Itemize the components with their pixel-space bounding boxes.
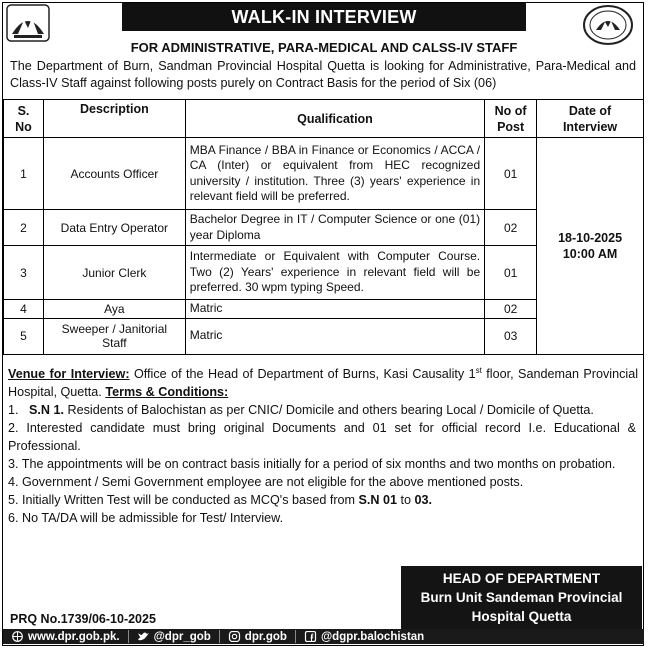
intro-paragraph: The Department of Burn, Sandman Provincial Hospital Quetta is looking for Administrative, Para-Medical and Class-IV Staff against following posts purely on Contract Basis for the period of Six (06) <box>10 59 636 90</box>
twitter-handle[interactable]: @dpr_gob <box>153 630 211 643</box>
instagram-icon <box>228 631 241 642</box>
row-qualification: Matric <box>185 300 484 319</box>
row-sno: 3 <box>4 246 44 300</box>
row-posts: 02 <box>485 300 537 319</box>
signature-hospital: Hospital Quetta <box>471 609 572 624</box>
row-description: Data Entry Operator <box>43 210 185 246</box>
term-number: 1. <box>8 403 19 417</box>
page-title: WALK-IN INTERVIEW <box>122 3 526 31</box>
term-text: to <box>397 493 415 507</box>
subtitle: FOR ADMINISTRATIVE, PARA-MEDICAL AND CALSS-IV STAFF <box>130 40 518 55</box>
footer-facebook[interactable] <box>296 630 432 643</box>
venue-sup: st <box>475 366 482 375</box>
row-description: Sweeper / Janitorial Staff <box>43 318 185 354</box>
table-header-row <box>4 100 644 138</box>
header-posts: No of Post <box>485 100 537 138</box>
row-qualification: MBA Finance / BBA in Finance or Economics / ACCA / CA (Inter) or equivalent from HEC recognized university / institution. Three (3) years' experience in relevant field will be preferred. <box>185 138 484 210</box>
term-text: 5. Initially Written Test will be conducted as MCQ's based from <box>8 493 359 507</box>
row-sno: 2 <box>4 210 44 246</box>
row-sno: 1 <box>4 138 44 210</box>
globe-icon <box>11 631 24 642</box>
facebook-icon <box>304 631 317 642</box>
footer-twitter[interactable] <box>129 630 220 643</box>
row-qualification: Intermediate or Equivalent with Computer Course. Two (2) Years' experience in relevant field will be preferred. 30 wpm typing Speed. <box>185 246 484 300</box>
header-date: Date of Interview <box>537 100 644 138</box>
row-posts: 01 <box>485 246 537 300</box>
signature-title: HEAD OF DEPARTMENT <box>442 571 601 586</box>
footer-website[interactable] <box>3 630 129 643</box>
table-row <box>4 138 644 210</box>
list-item: 6. No TA/DA will be admissible for Test/ Interview. <box>8 511 284 525</box>
balochistan-emblem-icon <box>6 4 50 42</box>
interview-date: 18-10-2025 <box>558 230 623 245</box>
list-item: 2. Interested candidate must bring original Documents and 01 set for official record I.e. Educational & Professional. <box>8 421 636 453</box>
footer-bar <box>3 629 644 644</box>
list-item <box>8 491 636 509</box>
term-bold: 03. <box>414 493 433 507</box>
row-sno: 4 <box>4 300 44 319</box>
row-description: Aya <box>43 300 185 319</box>
row-description: Junior Clerk <box>43 246 185 300</box>
row-sno: 5 <box>4 318 44 354</box>
signature-unit: Burn Unit Sandeman Provincial <box>420 590 623 605</box>
list-item: 4. Government / Semi Government employee are not eligible for the above mentioned posts. <box>8 475 524 489</box>
header-qualification: Qualification <box>185 100 484 138</box>
prq-number: PRQ No.1739/06-10-2025 <box>10 612 156 626</box>
row-posts: 01 <box>485 138 537 210</box>
row-posts: 03 <box>485 318 537 354</box>
term-text: Residents of Balochistan as per CNIC/ Domicile and others bearing Local / Domicile of Quetta. <box>64 403 594 417</box>
terms-label: Terms & Conditions: <box>105 384 229 399</box>
facebook-handle[interactable]: @dgpr.balochistan <box>320 630 425 643</box>
row-posts: 02 <box>485 210 537 246</box>
venue-text-end: floor, Sandeman Provincial Hospital, Quetta. <box>8 367 638 399</box>
list-item: 3. The appointments will be on contract basis initially for a period of six months and two months on probation. <box>8 457 616 471</box>
instagram-handle[interactable]: dpr.gob <box>244 630 287 643</box>
row-qualification: Matric <box>185 318 484 354</box>
venue-text: Office of the Head of Department of Burns, Kasi Causality 1 <box>133 367 476 382</box>
signature-block <box>401 566 642 633</box>
interview-date-cell <box>537 138 644 355</box>
venue-label: Venue for Interview: <box>8 367 130 382</box>
venue-paragraph <box>8 362 638 401</box>
list-item <box>8 401 636 419</box>
header-description: Description <box>43 100 185 138</box>
row-qualification: Bachelor Degree in IT / Computer Science or one (01) year Diploma <box>185 210 484 246</box>
header-sno: S. No <box>4 100 44 138</box>
terms-list <box>8 401 636 527</box>
row-description: Accounts Officer <box>43 138 185 210</box>
posts-table <box>3 99 644 355</box>
footer-instagram[interactable] <box>220 630 296 643</box>
twitter-icon <box>137 631 150 642</box>
term-bold: S.N 1. <box>29 403 65 417</box>
interview-time: 10:00 AM <box>562 246 618 261</box>
term-bold: S.N 01 <box>358 493 398 507</box>
website-link[interactable]: www.dpr.gob.pk. <box>28 630 120 643</box>
